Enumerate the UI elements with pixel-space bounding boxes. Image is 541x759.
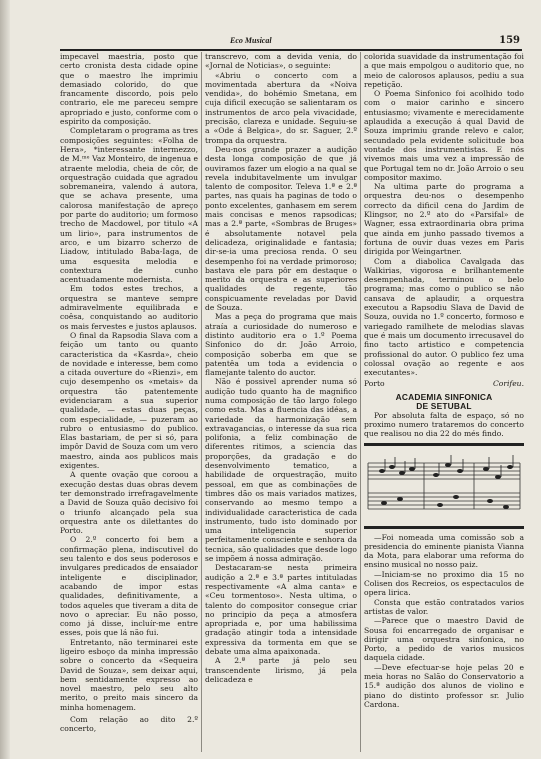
col1-paragraph: O 2.º concerto foi bem a confirmação plena, indiscutivel do seu talento e dos seus poderosos e invulgares predicados de ensaiador inteligente e disciplinador, acabando de impor estas qualidades, definitivamente, a todos aqueles que tiveram a dita de novo o apreciar. Eu não posso, como já disse, incluír-me entre esses, pois que lá não fui. (60, 535, 198, 638)
column-rule-left (201, 52, 202, 752)
col1-paragraph: O final da Rapsodia Slava com a feição um tanto ou quanto caracteristica da «Kasrda», cheio de novidade e interesse, bem como a citada ouverture do «Rienzi», em cujo desempenho os «metais» da orquestra tão patentemente evidenciaram a sua superior qualidade, — estas duas peças, com especialidade, — puzeram ao rubro o entusiasmo do publico. Elas bastariam, de per si só, para impôr David de Souza com um vero maestro, ainda aos publicos mais exigentes. (60, 330, 198, 471)
col3-paragraph: Na ultima parte do programa a orquestra deu-nos o desempenho correcto da dificil cena do Jardim de Klingsor, no 2.º ato do «Parsifal» de Wagner, essa extraordinaria obra prima que ainda em junho passado tivemos a fortuna de ouvir duas vezes em Paris dirigida por Weingartner. (364, 182, 524, 257)
section-title-line1: ACADEMIA SINFONICA (395, 391, 493, 402)
masthead-title: Eco Musical (230, 36, 272, 45)
col2-paragraph: Mas a peça do programa que mais atraía a curiosidade do numeroso e distinto auditorio era o 1.º Poema Sinfonico do dr. João Arroio, composição soberba em que se patentêa um toda a evidencia o flamejante talento do auctor. (205, 312, 357, 378)
news-item: —Parece que o maestro David de Sousa foi encarregado de organisar e dirigir uma orquestra sinfonica, no Porto, a pedido de varios musicos daquela cidade. (364, 616, 524, 663)
page-header (60, 35, 522, 51)
news-item: Consta que estão contratados varios artistas de valor. (364, 597, 524, 616)
col2-paragraph: Destacaram-se nesta primeira audição a 2.ª e 3.ª partes intituladas respectivamente «A alma canta» e «Ceu tormentoso». Nesta ultima, o talento do compositor consegue criar no principio da peça a atmosfera apropriada e, por uma habilissima gradação atingir toda a intensidade expressiva da tormenta em que se debate uma alma apaixonada. (205, 563, 357, 656)
col1-paragraph: Entretanto, não terminarei este ligeiro esboço da minha impressão sobre o concerto da «Sequeira David de Souza», sem deixar aqui, bem sentidamente expresso ao novel maestro, pelo seu alto merito, o preito mais sincero da minha homenagem. (60, 637, 198, 712)
col3-paragraph: O Poema Sinfonico foi acolhido todo com o maior carinho e sincero entusiasmo; vivamente e merecidamente aplaudida a execução á qual David de Souza imprimiu grande relevo e calor, secundado pela evidente solicitude boa vontade dos instrumentistas. E nós vivemos mais uma vez a impressão de que Portugal tem no dr. João Arroio o seu compositor maximo. (364, 89, 524, 182)
page-number: 159 (499, 35, 520, 46)
section-title-line2: DE SETUBAL (416, 400, 472, 411)
col2-paragraph: A 2.ª parte já pelo seu transcendente lirismo, já pela delicadeza e (205, 656, 357, 684)
col2-paragraph: Deu-nos grande prazer a audição desta longa composição de que já ouviramos fazer um elogio a na qual se revela indubitavelmente um invulgar talento de compositor. Televa 1.ª e 2.ª partes, nas quais ha paginas de todo o ponto excelentes, ganhasem em serem mais concisas e menos rapsodicas; mas a 2.ª parte, «Sombras de Bruges» é absolutamente notavel pela delicadeza, originalidade e fantasia; dir-se-ia uma preciosa renda. O seu desempenho foi na verdade primoroso; bastava ele para pôr em destaque o merito da orquestra e as superiores qualidades de regente, tão conspicuamente reveladas por David de Souza. (205, 144, 357, 313)
column-rule-right (360, 52, 361, 752)
signature-name: Corifeu. (492, 379, 524, 389)
column-1 (60, 52, 198, 752)
column-3 (364, 52, 524, 752)
news-item: —Iniciam-se no proximo dia 15 no Colisen dos Recreios, os espectaculos de opera lirica. (364, 569, 524, 598)
section-title (364, 393, 524, 411)
column-2 (205, 52, 357, 752)
news-item: —Deve efectuar-se hoje pelas 20 e meia horas no Salão do Conservatorio a 15.ª audição dos alunos de violino e piano do distinto professor sr. Julio Cardona. (364, 662, 524, 709)
music-score-ornament (364, 443, 524, 529)
col2-paragraph: Não é possivel aprender numa só audição tudo quanto ha de magnifico numa composição de tão largo folego como esta. Mas a fluencia das idéas, a variedade da harmonização sem extravagancias, o interesse da sua rica polifonia, a feliz combinação de diferentes ritimos, a sciencia das proporções, da gradação e do desenvolvimento tematico, a habilidade de orquestração, muito pessoal, em que as combinações de timbres dão os mais variados matizes, conservando ao mesmo tempo a individualidade caracteristica de cada instrumento, tudo isto dominado por uma inteligencia superior perfeitamente consciente e senhora da tecnica, são qualidades que desde logo se impõem á nossa admiração. (205, 377, 357, 564)
music-staff-graphic (364, 449, 524, 523)
col2-paragraph: «Abriu o concerto com a movimentada abertura da «Noiva vendida», do bohémio Smetana, em cuja dificil execução se salientaram os instrumentos de arco pela vivacidade, precisão, clareza e unidade. Seguiu-se a «Ode á Belgica», do sr. Saguer, 2.º trompa da orquestra. (205, 70, 357, 145)
col1-paragraph: Completaram o programa as tres composições seguintes: «Folha de Hera», *interessante intermezzo, de M.ᵐᵉ Vaz Monteiro, de ingenua e atraente melodia, cheia de côr, de orquestração cuidada que agradou sobremaneira, valendo á autora, que se achava presente, uma calorosa manifestação de apreço por parte do auditorio; um formoso trecho de Macdowel, por titulo «A um lirio», para instrumentos de arco, e um bizarro scherzo de Liadow, intitulado Baba-Iaga, de uma esquesita melodia e contextura de cunho acentuadamente modernista. (60, 126, 198, 285)
col1-paragraph: Em todos estes trechos, a orquestra se manteve sempre admiravelmente equilibrada e coêsa, conquistando ao auditorio os mais fervestes e justos aplausos. (60, 284, 198, 331)
signature-place: Porto (364, 379, 385, 389)
col1-paragraph: Com relação ao dito 2.º concerto, (60, 715, 198, 734)
news-item: —Foi nomeada uma comissão sob a presidencia do eminente pianista Vianna da Mota, para elaborar uma reforma do ensino musical no nosso paiz. (364, 532, 524, 570)
col2-paragraph: transcrevo, com a devida venia, do «Jornal de Noticias», o seguinte: (205, 52, 357, 71)
col1-paragraph: A quente ovação que coroou a execução destas duas obras devem ter demonstrado irrefragavelmente a David de Souza quão decisivo foi o triunfo alcançado pela sua orquestra ante os dilettantes do Porto. (60, 470, 198, 536)
article-signature (364, 379, 524, 388)
page-gutter-shadow (0, 0, 10, 759)
section-intro: Por absoluta falta de espaço, só no proximo numero trataremos do concerto que realisou no dia 22 do més findo. (364, 410, 524, 439)
col1-paragraph: impecavel maestria, posto que certo cronista desta cidade opine que o maestro lhe imprimiu demasiado colorido, do que francamente discordo, pois pelo contrario, ele me pareceu sempre apropriado e justo, conforme com o espirito da composição. (60, 52, 198, 127)
col3-paragraph: colorida suavidade da instrumentação foi a que mais empolgou o auditorio que, no meio de calorosos aplausos, pediu a sua repetição. (364, 52, 524, 89)
col3-paragraph: Com a diabolica Cavalgada das Walkirias, vigorosa e brilhantemente desempenhada, terminou o belo programa; mas como o publico se não cansava de aplaudir, a orquestra executou a Rapsodiu Slava de David de Souza, ouvida no 1.º concerto, formoso e variegado ramilhete de melodias slavas que é mais um documento irrecusavel do fino tacto artistico e competencia profissional do autor. O publico fez uma colossal ovação ao regente e aos executantes». (364, 256, 524, 378)
